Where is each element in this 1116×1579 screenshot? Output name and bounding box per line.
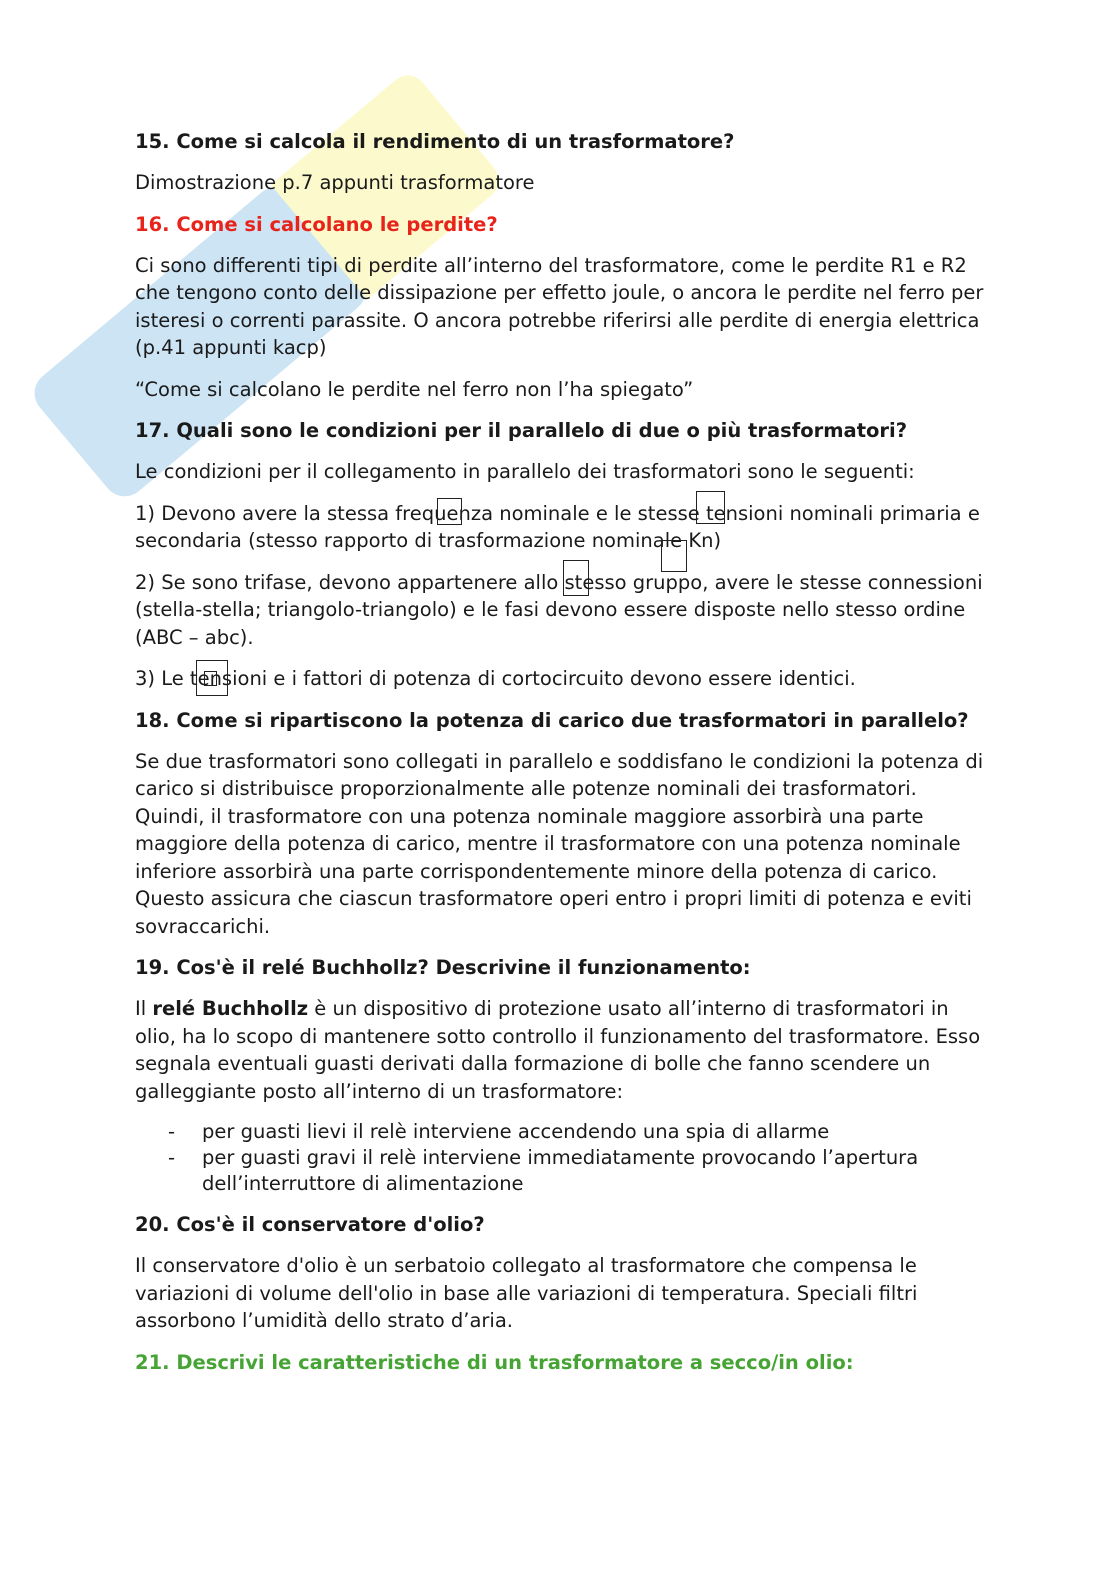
answer-17-condition-2: 2) Se sono trifase, devono appartenere allo stesso gruppo, avere le stesse connessioni (stella-stella; triangolo-triangolo) e le fasi devono essere disposte nello stesso ordine (ABC – abc). <box>135 570 983 649</box>
question-15-heading: 15. Come si calcola il rendimento di un trasformatore? <box>135 130 735 153</box>
question-18-heading: 18. Come si ripartiscono la potenza di carico due trasformatori in parallelo? <box>135 708 969 732</box>
question-17-heading: 17. Quali sono le condizioni per il parallelo di due o più trasformatori? <box>135 419 908 442</box>
question-21-heading: 21. Descrivi le caratteristiche di un trasformatore a secco/in olio: <box>135 1350 854 1374</box>
annotation-box <box>563 560 589 596</box>
dash-bullet: - <box>168 1146 176 1169</box>
document-body <box>135 128 985 1390</box>
annotation-box <box>661 540 687 572</box>
answer-18: Se due trasformatori sono collegati in parallelo e soddisfano le condizioni la potenza di carico si distribuisce proporzionalmente alle potenze nominali dei trasformatori. Quindi, il trasformatore con una potenza nominale maggiore assorbirà una parte maggiore della potenza di carico, mentre il trasformatore con una potenza nominale inferiore assorbirà una parte corrispondentemente minore della potenza di carico. Questo assicura che ciascun trasformatore operi entro i propri limiti di potenza e eviti sovraccarichi. <box>135 749 984 938</box>
answer-16-paragraph: Ci sono differenti tipi di perdite all’interno del trasformatore, come le perdite R1 e R2 che tengono conto delle dissipazione per effetto joule, o ancora le perdite nel ferro per isteresi o correnti parassite. O ancora potrebbe riferirsi alle perdite di energia elettrica (p.41 appunti kacp) <box>135 253 984 359</box>
annotation-box-inner <box>204 671 217 686</box>
answer-19-intro <box>135 995 985 1105</box>
answer-20: Il conservatore d'olio è un serbatoio collegato al trasformatore che compensa le variazioni di volume dell'olio in base alle variazioni di temperatura. Speciali filtri assorbono l’umidità dello strato d’aria. <box>135 1254 918 1332</box>
dash-bullet: - <box>168 1120 176 1143</box>
annotation-box <box>437 498 462 525</box>
answer-19-prefix: Il <box>135 997 153 1020</box>
answer-15: Dimostrazione p.7 appunti trasformatore <box>135 171 535 194</box>
answer-17-condition-3: 3) Le tensioni e i fattori di potenza di cortocircuito devono essere identici. <box>135 667 856 690</box>
answer-17-condition-1: 1) Devono avere la stessa frequenza nominale e le stesse tensioni nominali primaria e secondaria (stesso rapporto di trasformazione nominale Kn) <box>135 501 980 552</box>
answer-19-list <box>135 1119 985 1197</box>
list-item-text: per guasti gravi il relè interviene immediatamente provocando l’apertura dell’interruttore di alimentazione <box>202 1146 919 1195</box>
question-20-heading: 20. Cos'è il conservatore d'olio? <box>135 1213 485 1236</box>
question-16-heading: 16. Come si calcolano le perdite? <box>135 212 498 236</box>
answer-16-quote: “Come si calcolano le perdite nel ferro non l’ha spiegato” <box>135 377 694 401</box>
list-item <box>135 1145 985 1197</box>
list-item-text: per guasti lievi il relè interviene accendendo una spia di allarme <box>202 1120 830 1143</box>
answer-19-text: è un dispositivo di protezione usato all’interno di trasformatori in olio, ha lo scopo di mantenere sotto controllo il funzionamento del trasformatore. Esso segnala eventuali guasti derivati dalla formazione di bolle che fanno scendere un galleggiante posto all’interno di un trasformatore: <box>135 997 981 1103</box>
list-item <box>135 1119 985 1145</box>
buchholz-term: relé Buchhollz <box>152 997 309 1020</box>
annotation-box <box>696 491 725 524</box>
question-19-heading: 19. Cos'è il relé Buchhollz? Descrivine il funzionamento: <box>135 956 751 979</box>
answer-17-intro: Le condizioni per il collegamento in parallelo dei trasformatori sono le seguenti: <box>135 460 915 483</box>
